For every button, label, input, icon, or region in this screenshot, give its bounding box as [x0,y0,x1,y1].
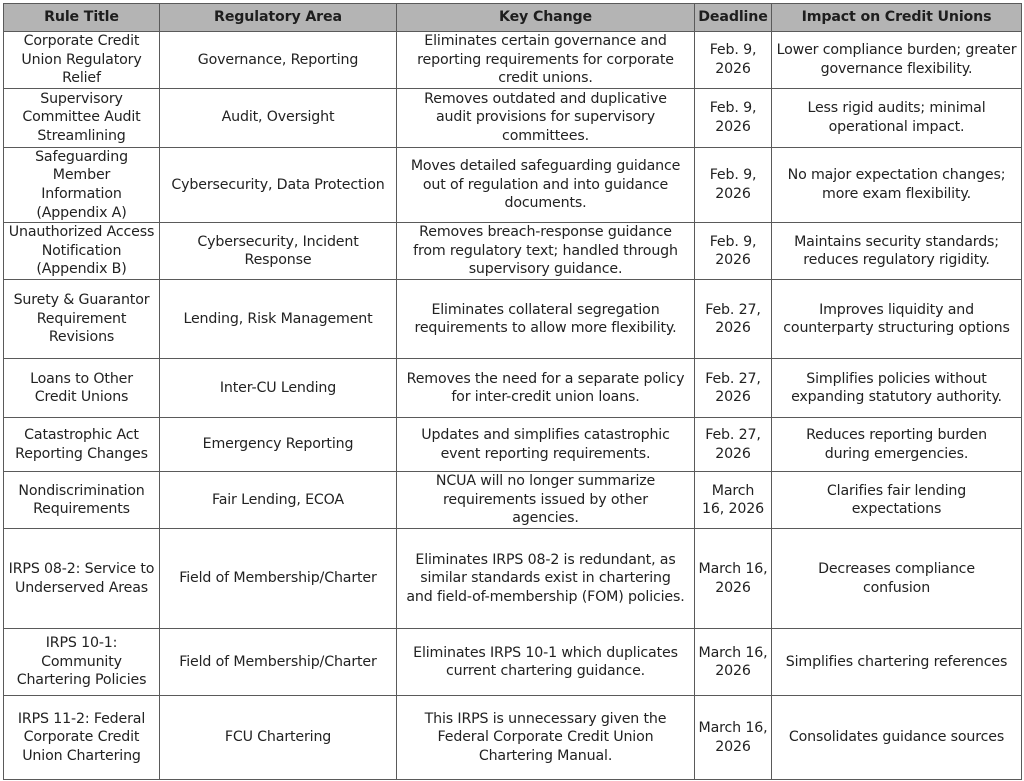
rule-title-cell: IRPS 10-1: Community Chartering Policies [4,629,160,696]
rule-title-cell: Nondiscrimination Requirements [4,472,160,529]
deadline-cell: Feb. 27, 2026 [695,418,772,472]
regulatory-area-cell: Cybersecurity, Data Protection [160,147,397,222]
impact-cell: Simplifies policies without expanding statutory authority. [772,359,1022,418]
rule-title-cell: Supervisory Committee Audit Streamlining [4,88,160,147]
key-change-cell: Moves detailed safeguarding guidance out of regulation and into guidance documents. [397,147,695,222]
impact-cell: Lower compliance burden; greater governance flexibility. [772,32,1022,89]
table-row [4,359,1022,418]
table-row [4,280,1022,359]
rule-title-cell: IRPS 11-2: Federal Corporate Credit Union Chartering [4,696,160,780]
regulatory-area-cell: FCU Chartering [160,696,397,780]
deadline-cell: March 16, 2026 [695,696,772,780]
header-rule-title: Rule Title [4,4,160,32]
regulatory-area-cell: Fair Lending, ECOA [160,472,397,529]
header-key-change: Key Change [397,4,695,32]
impact-cell: Simplifies chartering references [772,629,1022,696]
key-change-cell: Eliminates certain governance and reporting requirements for corporate credit unions. [397,32,695,89]
deadline-cell: Feb. 27, 2026 [695,359,772,418]
impact-cell: Consolidates guidance sources [772,696,1022,780]
impact-cell: Maintains security standards; reduces regulatory rigidity. [772,223,1022,280]
impact-cell: Reduces reporting burden during emergencies. [772,418,1022,472]
deadline-cell: Feb. 9, 2026 [695,32,772,89]
key-change-cell: Removes breach-response guidance from regulatory text; handled through supervisory guidance. [397,223,695,280]
table-row [4,147,1022,222]
key-change-cell: NCUA will no longer summarize requirements issued by other agencies. [397,472,695,529]
table-row [4,418,1022,472]
deadline-cell: March 16, 2026 [695,472,772,529]
rule-title-cell: Unauthorized Access Notification (Appendix B) [4,223,160,280]
regulatory-area-cell: Emergency Reporting [160,418,397,472]
deadline-cell: Feb. 9, 2026 [695,88,772,147]
deadline-cell: Feb. 27, 2026 [695,280,772,359]
key-change-cell: Updates and simplifies catastrophic event reporting requirements. [397,418,695,472]
regulatory-area-cell: Audit, Oversight [160,88,397,147]
key-change-cell: Eliminates collateral segregation requirements to allow more flexibility. [397,280,695,359]
key-change-cell: Eliminates IRPS 08-2 is redundant, as similar standards exist in chartering and field-of-membership (FOM) policies. [397,529,695,629]
regulatory-area-cell: Cybersecurity, Incident Response [160,223,397,280]
regulatory-area-cell: Lending, Risk Management [160,280,397,359]
impact-cell: Improves liquidity and counterparty structuring options [772,280,1022,359]
rule-title-cell: Corporate Credit Union Regulatory Relief [4,32,160,89]
rule-title-cell: Surety & Guarantor Requirement Revisions [4,280,160,359]
impact-cell: Decreases compliance confusion [772,529,1022,629]
impact-cell: Less rigid audits; minimal operational impact. [772,88,1022,147]
deadline-cell: March 16, 2026 [695,529,772,629]
impact-cell: Clarifies fair lending expectations [772,472,1022,529]
header-impact: Impact on Credit Unions [772,4,1022,32]
key-change-cell: Eliminates IRPS 10-1 which duplicates current chartering guidance. [397,629,695,696]
table-row [4,88,1022,147]
rule-title-cell: IRPS 08-2: Service to Underserved Areas [4,529,160,629]
deadline-cell: Feb. 9, 2026 [695,147,772,222]
rules-table [3,3,1022,780]
header-deadline: Deadline [695,4,772,32]
table-row [4,529,1022,629]
impact-cell: No major expectation changes; more exam flexibility. [772,147,1022,222]
rule-title-cell: Loans to Other Credit Unions [4,359,160,418]
key-change-cell: Removes the need for a separate policy for inter-credit union loans. [397,359,695,418]
key-change-cell: This IRPS is unnecessary given the Federal Corporate Credit Union Chartering Manual. [397,696,695,780]
rule-title-cell: Catastrophic Act Reporting Changes [4,418,160,472]
regulatory-area-cell: Inter-CU Lending [160,359,397,418]
table-row [4,696,1022,780]
header-row [4,4,1022,32]
header-regulatory-area: Regulatory Area [160,4,397,32]
regulatory-area-cell: Field of Membership/Charter [160,529,397,629]
table-row [4,629,1022,696]
table-row [4,223,1022,280]
table-row [4,32,1022,89]
key-change-cell: Removes outdated and duplicative audit provisions for supervisory committees. [397,88,695,147]
deadline-cell: March 16, 2026 [695,629,772,696]
regulatory-area-cell: Governance, Reporting [160,32,397,89]
table-row [4,472,1022,529]
regulatory-area-cell: Field of Membership/Charter [160,629,397,696]
rule-title-cell: Safeguarding Member Information (Appendix A) [4,147,160,222]
deadline-cell: Feb. 9, 2026 [695,223,772,280]
